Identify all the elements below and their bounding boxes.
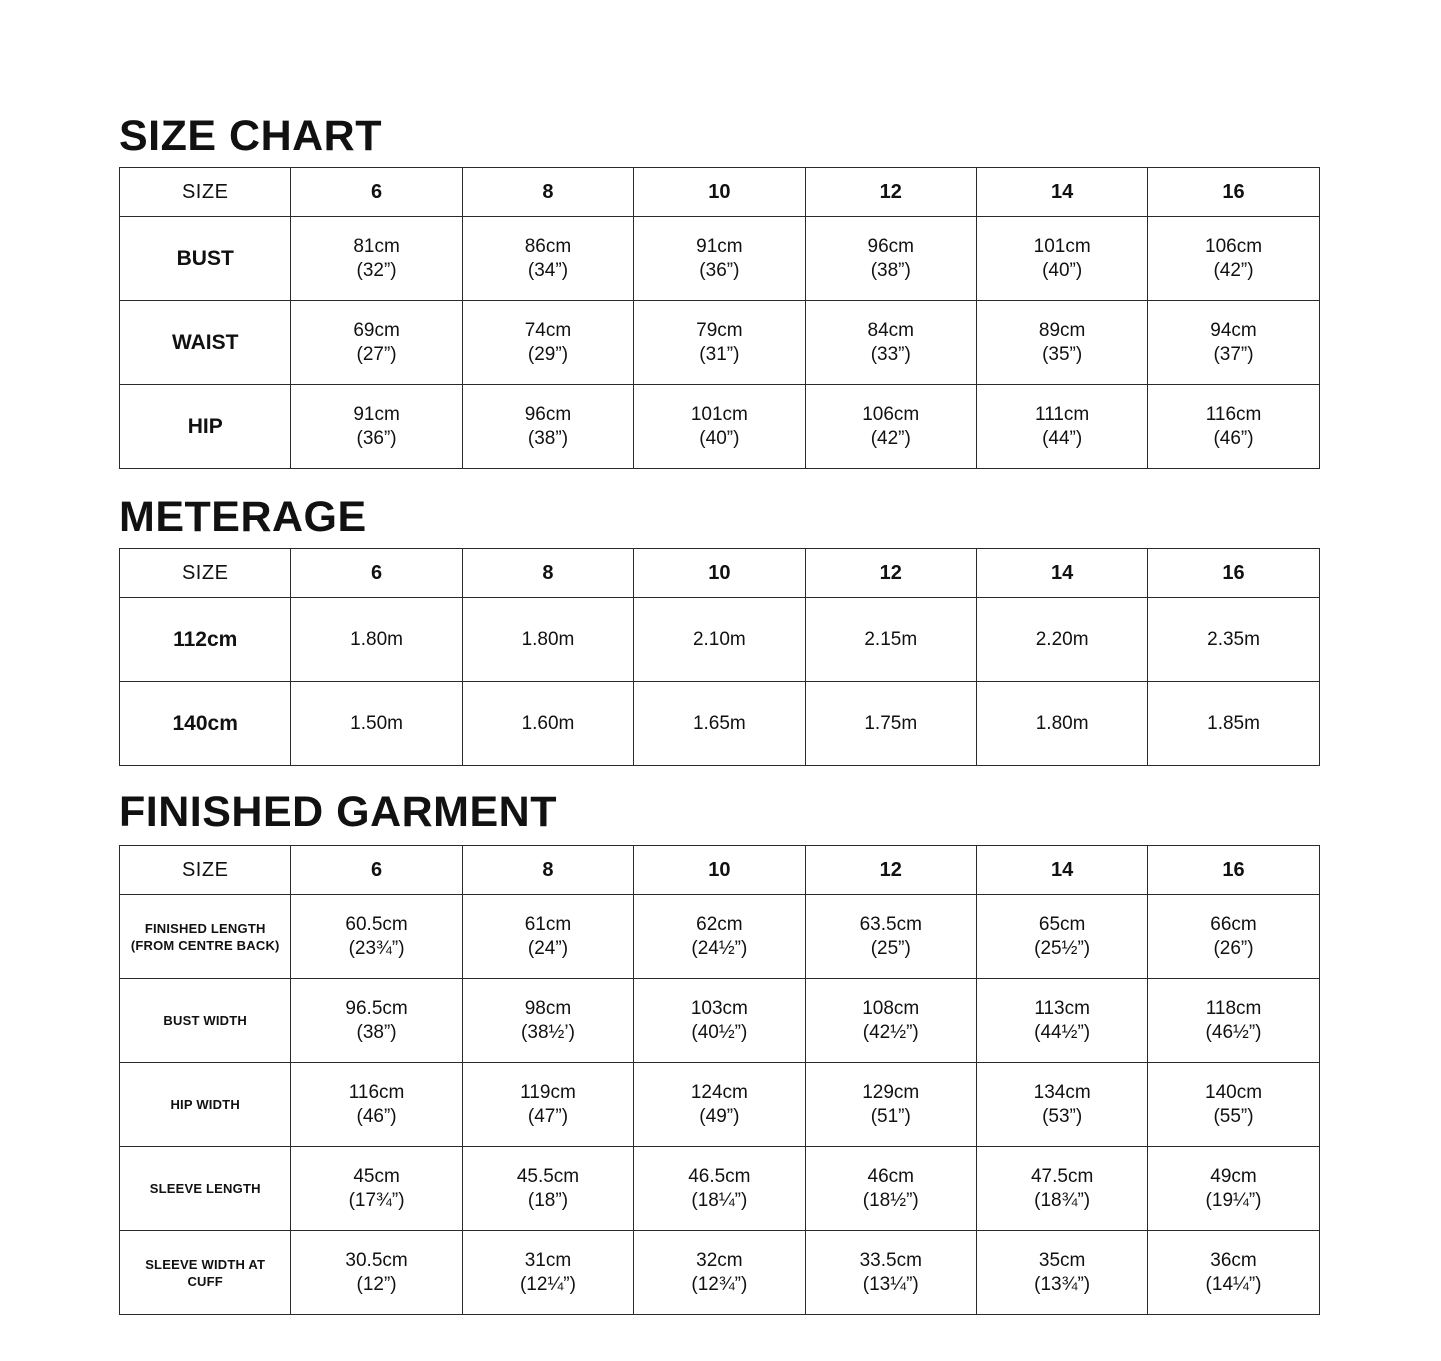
table-cell: 2.10m <box>634 598 805 682</box>
table-cell: 60.5cm (23¾”) <box>291 895 462 979</box>
table-cell: 84cm (33”) <box>805 301 976 385</box>
size-header-16: 16 <box>1148 168 1319 217</box>
table-cell: 1.65m <box>634 682 805 766</box>
table-cell: 45cm (17¾”) <box>291 1147 462 1231</box>
table-cell: 1.80m <box>462 598 633 682</box>
table-cell: 124cm (49”) <box>634 1063 805 1147</box>
size-header-8: 8 <box>462 846 633 895</box>
table-row-sleeve-width-at-cuff <box>120 1231 1320 1315</box>
table-header-row <box>120 168 1320 217</box>
table-cell: 101cm (40”) <box>976 217 1147 301</box>
row-label: WAIST <box>120 301 291 385</box>
table-cell: 98cm (38½’) <box>462 979 633 1063</box>
size-header-label: SIZE <box>120 846 291 895</box>
row-label: SLEEVE LENGTH <box>120 1147 291 1231</box>
row-label: FINISHED LENGTH (FROM CENTRE BACK) <box>120 895 291 979</box>
table-cell: 69cm (27”) <box>291 301 462 385</box>
table-cell: 36cm (14¼”) <box>1148 1231 1319 1315</box>
table-cell: 49cm (19¼”) <box>1148 1147 1319 1231</box>
table-cell: 119cm (47”) <box>462 1063 633 1147</box>
size-header-10: 10 <box>634 549 805 598</box>
table-cell: 116cm (46”) <box>1148 385 1319 469</box>
row-label: BUST <box>120 217 291 301</box>
size-header-6: 6 <box>291 549 462 598</box>
size-header-6: 6 <box>291 168 462 217</box>
table-cell: 1.80m <box>976 682 1147 766</box>
table-cell: 96cm (38”) <box>462 385 633 469</box>
table-cell: 33.5cm (13¼”) <box>805 1231 976 1315</box>
table-cell: 1.60m <box>462 682 633 766</box>
table-cell: 63.5cm (25”) <box>805 895 976 979</box>
table-cell: 32cm (12¾”) <box>634 1231 805 1315</box>
table-cell: 1.80m <box>291 598 462 682</box>
table-cell: 116cm (46”) <box>291 1063 462 1147</box>
row-label: BUST WIDTH <box>120 979 291 1063</box>
size-chart-table <box>119 167 1320 469</box>
table-row-112cm <box>120 598 1320 682</box>
table-cell: 1.85m <box>1148 682 1319 766</box>
size-header-16: 16 <box>1148 846 1319 895</box>
table-row-waist <box>120 301 1320 385</box>
table-cell: 81cm (32”) <box>291 217 462 301</box>
size-header-12: 12 <box>805 549 976 598</box>
table-cell: 35cm (13¾”) <box>976 1231 1147 1315</box>
table-cell: 2.15m <box>805 598 976 682</box>
table-cell: 2.20m <box>976 598 1147 682</box>
table-row-hip <box>120 385 1320 469</box>
table-cell: 106cm (42”) <box>805 385 976 469</box>
row-label: 112cm <box>120 598 291 682</box>
size-header-12: 12 <box>805 846 976 895</box>
size-header-6: 6 <box>291 846 462 895</box>
table-cell: 47.5cm (18¾”) <box>976 1147 1147 1231</box>
size-header-14: 14 <box>976 846 1147 895</box>
size-header-16: 16 <box>1148 549 1319 598</box>
meterage-title: METERAGE <box>119 493 367 541</box>
table-row-bust <box>120 217 1320 301</box>
row-label: HIP WIDTH <box>120 1063 291 1147</box>
table-cell: 45.5cm (18”) <box>462 1147 633 1231</box>
size-header-10: 10 <box>634 168 805 217</box>
table-cell: 65cm (25½”) <box>976 895 1147 979</box>
size-chart-title: SIZE CHART <box>119 112 382 160</box>
table-row-140cm <box>120 682 1320 766</box>
table-cell: 89cm (35”) <box>976 301 1147 385</box>
finished-garment-title: FINISHED GARMENT <box>119 788 557 836</box>
table-row-bust-width <box>120 979 1320 1063</box>
size-header-12: 12 <box>805 168 976 217</box>
row-label: HIP <box>120 385 291 469</box>
table-cell: 1.50m <box>291 682 462 766</box>
table-row-finished-length <box>120 895 1320 979</box>
size-header-label: SIZE <box>120 549 291 598</box>
table-cell: 31cm (12¼”) <box>462 1231 633 1315</box>
size-header-label: SIZE <box>120 168 291 217</box>
table-row-hip-width <box>120 1063 1320 1147</box>
table-cell: 2.35m <box>1148 598 1319 682</box>
table-header-row <box>120 846 1320 895</box>
table-cell: 96cm (38”) <box>805 217 976 301</box>
table-cell: 111cm (44”) <box>976 385 1147 469</box>
table-cell: 129cm (51”) <box>805 1063 976 1147</box>
table-cell: 140cm (55”) <box>1148 1063 1319 1147</box>
size-header-8: 8 <box>462 549 633 598</box>
row-label: SLEEVE WIDTH AT CUFF <box>120 1231 291 1315</box>
table-cell: 96.5cm (38”) <box>291 979 462 1063</box>
finished-garment-table <box>119 845 1320 1315</box>
table-cell: 66cm (26”) <box>1148 895 1319 979</box>
table-cell: 61cm (24”) <box>462 895 633 979</box>
table-cell: 108cm (42½”) <box>805 979 976 1063</box>
table-cell: 46.5cm (18¼”) <box>634 1147 805 1231</box>
size-header-8: 8 <box>462 168 633 217</box>
table-cell: 86cm (34”) <box>462 217 633 301</box>
table-cell: 91cm (36”) <box>634 217 805 301</box>
meterage-table <box>119 548 1320 766</box>
table-cell: 74cm (29”) <box>462 301 633 385</box>
table-cell: 46cm (18½”) <box>805 1147 976 1231</box>
table-cell: 79cm (31”) <box>634 301 805 385</box>
table-cell: 1.75m <box>805 682 976 766</box>
row-label: 140cm <box>120 682 291 766</box>
size-header-14: 14 <box>976 549 1147 598</box>
table-row-sleeve-length <box>120 1147 1320 1231</box>
table-cell: 91cm (36”) <box>291 385 462 469</box>
table-cell: 94cm (37”) <box>1148 301 1319 385</box>
table-cell: 106cm (42”) <box>1148 217 1319 301</box>
table-cell: 103cm (40½”) <box>634 979 805 1063</box>
table-cell: 62cm (24½”) <box>634 895 805 979</box>
table-cell: 118cm (46½”) <box>1148 979 1319 1063</box>
table-cell: 134cm (53”) <box>976 1063 1147 1147</box>
table-header-row <box>120 549 1320 598</box>
size-header-10: 10 <box>634 846 805 895</box>
table-cell: 101cm (40”) <box>634 385 805 469</box>
table-cell: 113cm (44½”) <box>976 979 1147 1063</box>
size-header-14: 14 <box>976 168 1147 217</box>
table-cell: 30.5cm (12”) <box>291 1231 462 1315</box>
